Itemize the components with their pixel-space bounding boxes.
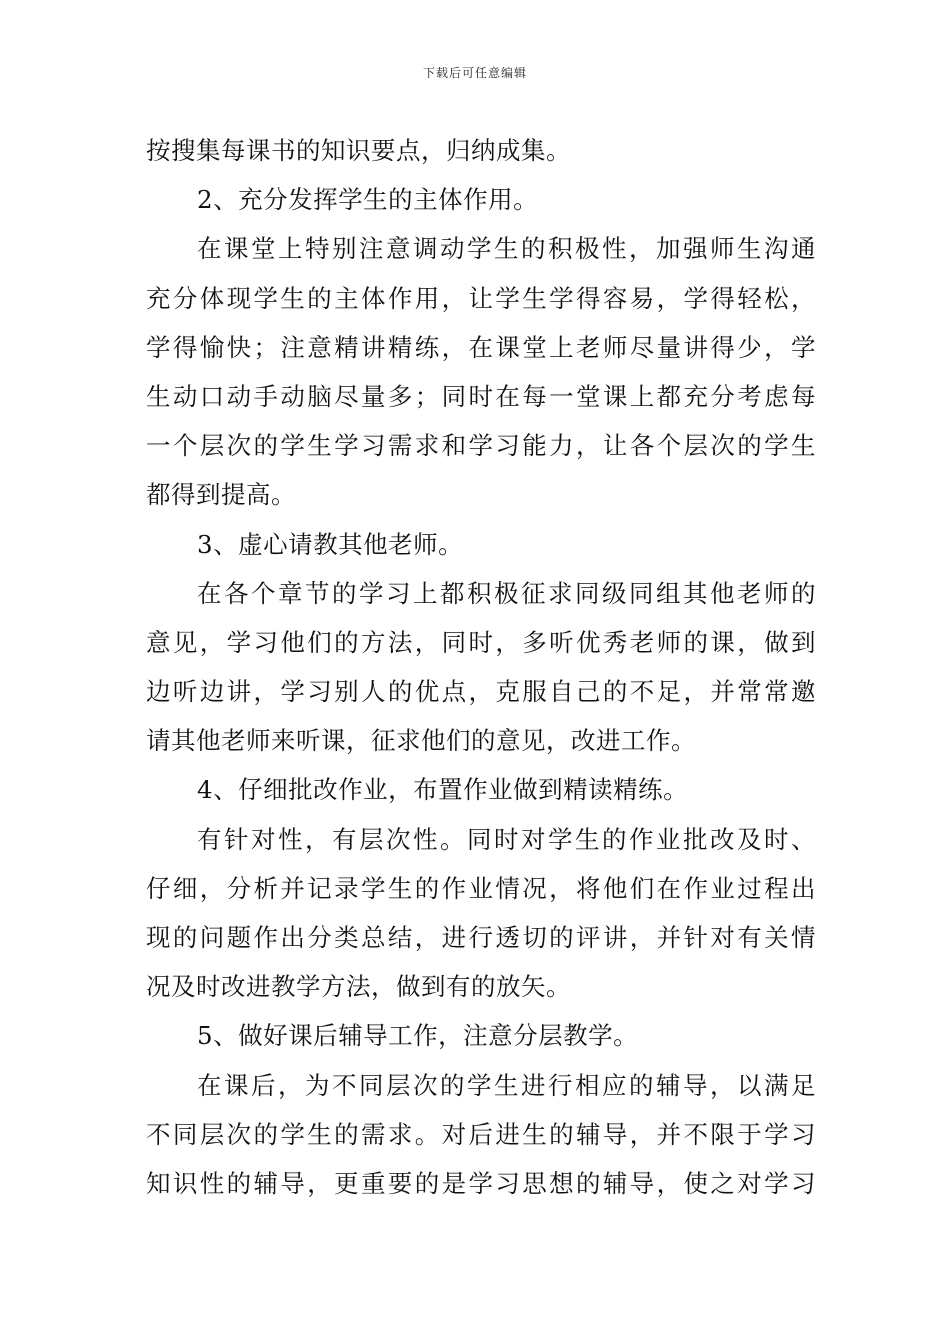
- text-line: 学得愉快；注意精讲精练，在课堂上老师尽量讲得少，学: [146, 332, 816, 362]
- text-line: 有针对性，有层次性。同时对学生的作业批改及时、: [197, 824, 816, 854]
- text-line: 充分体现学生的主体作用，让学生学得容易，学得轻松，: [146, 283, 816, 313]
- text-line: 在课堂上特别注意调动学生的积极性，加强师生沟通: [197, 234, 816, 264]
- page-header: 下载后可任意编辑: [422, 66, 527, 80]
- text-line: 现的问题作出分类总结，进行透切的评讲，并针对有关情: [146, 923, 816, 952]
- text-line: 意见，学习他们的方法，同时，多听优秀老师的课，做到: [146, 627, 816, 657]
- text-line: 边听边讲，学习别人的优点，克服自己的不足，并常常邀: [146, 677, 816, 707]
- text-line: 按搜集每课书的知识要点，归纳成集。: [146, 136, 571, 165]
- text-line: 5、做好课后辅导工作，注意分层教学。: [197, 1021, 639, 1051]
- text-line: 在各个章节的学习上都积极征求同级同组其他老师的: [197, 578, 816, 608]
- body-text: [146, 126, 816, 1208]
- text-line: 知识性的辅导，更重要的是学习思想的辅导，使之对学习: [146, 1168, 816, 1198]
- text-line: 2、充分发挥学生的主体作用。: [197, 185, 539, 215]
- text-line: 一个层次的学生学习需求和学习能力，让各个层次的学生: [146, 431, 816, 461]
- text-line: 在课后，为不同层次的学生进行相应的辅导，以满足: [197, 1070, 816, 1100]
- text-line: 生动口动手动脑尽量多；同时在每一堂课上都充分考虑每: [146, 381, 816, 411]
- text-line: 不同层次的学生的需求。对后进生的辅导，并不限于学习: [146, 1119, 816, 1149]
- text-line: 请其他老师来听课，征求他们的意见，改进工作。: [146, 726, 696, 756]
- text-line: 况及时改进教学方法，做到有的放矢。: [146, 972, 571, 1002]
- text-line: 仔细，分析并记录学生的作业情况，将他们在作业过程出: [146, 873, 816, 903]
- text-line: 4、仔细批改作业，布置作业做到精读精练。: [197, 775, 689, 805]
- text-line: 都得到提高。: [146, 480, 296, 510]
- text-line: 3、虚心请教其他老师。: [197, 529, 464, 559]
